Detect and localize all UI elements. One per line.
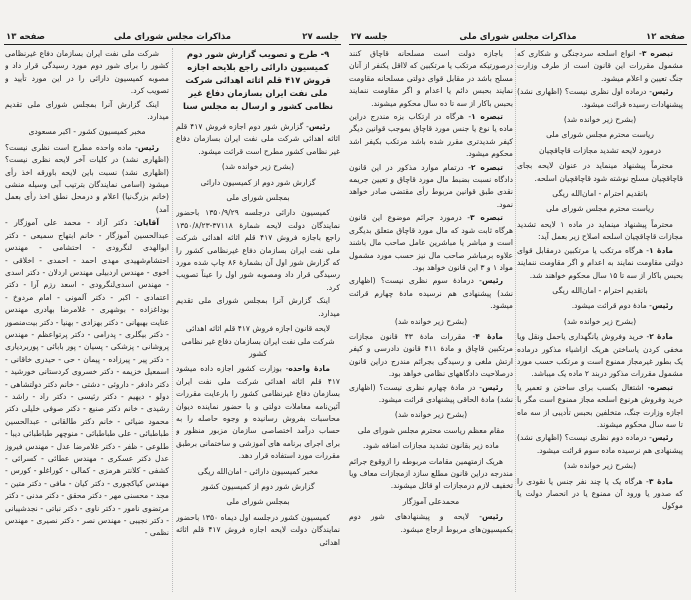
- paragraph-text: باتقدیم احترام - امان‌الله ریگی: [552, 189, 648, 199]
- centered-line: [517, 145, 683, 157]
- paragraph-text: - مادهٔ دوم قرائت میشود.: [571, 301, 652, 311]
- paragraph-text: (بشرح زیر خوانده شد): [563, 461, 637, 471]
- paragraph-text: کمیسیون دارائی درجلسه ۱۳۵۰/۹/۲۹ باحضور نمایندگان دولت لایحه شمارهٔ ۳۷۱۱۸-۱۳۵۰/۸/۲۳ راجع باجازه فروش ۴۱۷ قلم اثاثه اهدائی شرکت ملی نفت ایران بسازمان دفاع غیرنظامی کشور را که گزارش شور اول آن بشمارهٔ ۸۶ چاپ شده مورد رسیدگی قرار داد ومصوبه شور اول را عیناً تصویب کرد.: [176, 208, 340, 292]
- speaker-or-article-label: تبصره ۱: [471, 112, 503, 122]
- centered-line: [349, 409, 513, 421]
- paragraph: [517, 476, 683, 513]
- paragraph-text: - درماده اول نظری نیست؟ (اظهاری نشد) پیشنهادات رسیده قرائت میشود.: [517, 87, 683, 109]
- speaker-or-article-label: تبصره ۳: [641, 49, 673, 58]
- paragraph: [176, 363, 340, 462]
- paragraph-text: ۹- طرح و تصویب گزارش شور دوم کمیسیون دارائی راجع بلایحه اجازه فروش ۴۱۷ قلم اثاثه اهدائی شرکت ملی نفت ایران بسازمان دفاع غیر نظامی کشور و ارسال به مجلس سنا: [182, 49, 334, 111]
- centered-line: [349, 316, 513, 328]
- paragraph-text: اینک گزارش آنرا بمجلس شورای ملی تقدیم میدارد.: [176, 296, 340, 318]
- paragraph-text: ماده زیر بقانون تشدید مجازات اضافه شود.: [363, 441, 499, 451]
- paragraph-text: - بوزارت کشور اجازه داده میشود ۴۱۷ قلم اثاثه اهدائی شرکت ملی نفت ایران بسازمان دفاع غیرنظامی کشور را بارعایت مقررات آئین‌نامه معاملات دولتی و با حضور نماینده دیوان محاسبات بفروش رسانیده و وجوه حاصله را به حساب درآمد اختصاصی سازمان مزبور منظور و برای اجرای برنامه های آموزشی و ساختمانی برطبق مقررات مورد استفاده قرار دهد.: [176, 364, 340, 461]
- paragraph-text: درمورد لایحه تشدید مجازات قاچاقچیان: [538, 145, 661, 155]
- paragraph: [349, 511, 513, 536]
- paragraph-text: بمجلس شورای ملی: [226, 193, 290, 203]
- paragraph-text: مخبر کمیسیون کشور - اکبر مسعودی: [28, 127, 146, 137]
- paragraph-text: - درماده دوم نظری نیست؟ (اظهاری نشد) پیشنهادی هم نرسیده ماده سوم قرائت میشود.: [517, 433, 683, 455]
- speaker-or-article-label: تبصره ۳: [469, 213, 503, 223]
- paragraph-text: ریاست محترم مجلس شورای ملی: [546, 204, 654, 214]
- speaker-or-article-label: مادهٔ واحده: [288, 364, 330, 374]
- centered-line: [517, 129, 683, 141]
- paragraph-text: : دکتر آزاد - محمد علی آموزگار - عبدالحسین آموزگار - خانم ابتهاج سمیعی - دکتر ابوالهدی لنگرودی - احتشامی - مهندس احتشام‌شهیدی مهدی احمد - احمدی - اخلاقی - اخوی - مهندس اردبیلی مهندس اردلان - دکتر اسدی - مهندس اسدی‌لنگرودی - اسعد رزم آرا - دکتر اعتمادی - اکبر - دکتر آلمونی - امام مردوخ - بوداغزاده - بوشهری - غلامرضا بهادری مهندس عنایت بهبهانی - دکتر بهزادی - بهنیا - دکتر بیت‌منصور - دکتر بیگلری - پدرامی - دکتر پرتواعظم - مهندس پروشانی - پزشکی - پسیان - پور بابائی - پوربردیاری - دکتر پیر - پیرزاده - پیمان - حی - حیدری خاقانی - اسمعیل خزیمه - دکتر خسروی کردستانی خورشید - دکتر دادفر - داروئی - دشتی - خانم دکتر دولتشاهی - دولو - دیهیم - دکتر رئیسی - دکتر راد - راشد - رشیدی - خانم دکتر صنیع - دکتر صوفی خلیلی دکتر محمود ضیائی - خانم دکتر طالقانی - عبدالحسین طباطبائی - علی طباطبائی - منوچهر طباطبائی دیبا - طلوعی - ظفر - دکتر غلامرضا عدل - مهندس فیروز عدل دکتر عسکری - مهندس عطائی - کسرائی - کشفی - کلانتر هرمزی - کمالی - کوراغلو - کورس - مهندس کیاکجوری - دکتر کیان - مافی - دکتر متین - مجد - محسنی مهر - دکتر محقق - دکتر مدنی - دکتر مرتضوی نامور - دکتر ناوی - دکتر نباتی - نجدشیبانی - دکتر نجیبی - مهندس نصر - دکتر نصیری - مهندس نظمی -: [5, 218, 169, 538]
- publication-title: مذاکرات مجلس شورای ملی: [459, 32, 577, 42]
- centered-line: [349, 440, 513, 452]
- paragraph-text: - مقررات مادهٔ ۴۳ قانون مجازات مرتکبین قاچاق و مادهٔ ۴۱۱ قانون دادرسی و کیفر ارتش ملغی و رسیدگی بجرائم مندرج دراین قانون درصلاحیت دادگاههای نظامی خواهد بود.: [349, 331, 513, 379]
- paragraph: [349, 48, 513, 110]
- paragraph-text: بمجلس شورای ملی: [226, 497, 290, 507]
- centered-line: [349, 425, 513, 437]
- speaker-or-article-label: مادهٔ ۴: [475, 331, 504, 341]
- speaker-or-article-label: رئیس: [481, 276, 503, 286]
- paragraph-text: محترماً پیشنهاد مینماید در ماده ۱ لایحه تشدید مجازات قاچاقچیان اسلحه اصلاح زیر بعمل آید:: [517, 219, 683, 242]
- centered-line: [517, 188, 683, 200]
- speaker-or-article-label: رئیس: [481, 382, 503, 392]
- paragraph: [349, 382, 513, 407]
- paragraph-text: - درمادهٔ سوم نظری نیست؟ (اظهاری نشد) پیشنهادی هم نرسیده مادهٔ چهارم قرائت میشود.: [349, 276, 513, 311]
- paragraph-text: (بشرح زیر خوانده شد): [394, 410, 468, 420]
- centered-line: [517, 203, 683, 215]
- speaker-or-article-label: رئیس: [651, 301, 673, 311]
- paragraph: [176, 207, 340, 294]
- speaker-or-article-label: رئیس: [137, 142, 159, 152]
- speaker-or-article-label: رئیس: [651, 87, 673, 97]
- paragraph-text: - انواع اسلحه سردجنگی و شکاری که مشمول مقررات این قانون است از طرف وزارت جنگ تعیین و اعلام میشود.: [517, 49, 683, 83]
- session-number: جلسه ۲۷: [351, 32, 388, 42]
- paragraph-text: - ماده واحده مطرح است نظری نیست؟ (اظهاری نشد) در کلیات آخر لایحه نظری نیست؟ (اظهاری نشد) نسبت باین لایحه باورقه اخذ رأی میشود (اسامی نمایندگان بترتیب آبی وسیله منشی (خانم بزرگ‌نیا) اعلام و درمحل نطق اخذ رأی بعمل آمد): [5, 142, 169, 214]
- paragraph-text: ریاست محترم مجلس شورای ملی: [546, 130, 654, 140]
- paragraph-text: - در مادهٔ چهارم نظری نیست؟ (اظهاری نشد) مادهٔ الحاقی پیشنهادی قرائت میشود.: [349, 382, 513, 404]
- speaker-or-article-label: رئیس: [481, 512, 503, 522]
- paragraph-text: - هرگاه مرتکب یا مرتکبین درمقابل قوای دولتی مقاومت نمایند به اعدام و اگر مقاومت ننمایند بحبس باکار از سه تا ۱۵ سال محکوم خواهند شد.: [517, 245, 683, 280]
- paragraph: [517, 300, 683, 312]
- paragraph-text: گزارش شور دوم از کمیسیون کشور: [201, 481, 315, 491]
- paragraph: [349, 162, 513, 212]
- paragraph: [517, 48, 683, 85]
- centered-line: [176, 496, 340, 508]
- column-divider: [172, 48, 173, 592]
- centered-line: [176, 161, 340, 173]
- centered-line: [517, 460, 683, 472]
- page-number: صفحه ۱۳: [6, 32, 45, 42]
- centered-line: [517, 114, 683, 126]
- paragraph-text: باجازه دولت است مسلحانه قاچاق کنند درصورتیکه مرتکب یا مرتکبین که لااقل یکنفر از آنان مسلح باشد در مقابل قوای دولتی مسلحانه مقاومت نمایند بحبس دائم یا اعدام و اگر مقاومت ننمایند بحبس باکار از سه تا ده سال محکوم میشوند.: [349, 49, 513, 108]
- text-column-right: [517, 48, 683, 594]
- speaker-or-article-label: مادهٔ ۳: [648, 476, 673, 486]
- paragraph-text: گزارش شور دوم از کمیسیون دارائی: [200, 177, 316, 187]
- centered-line: [176, 192, 340, 204]
- paragraph: [517, 432, 683, 457]
- centered-line: [176, 481, 340, 493]
- paragraph: [349, 275, 513, 312]
- speaker-or-article-label: تبصره ۲: [470, 162, 503, 172]
- text-column-left: [5, 48, 169, 594]
- paragraph-text: مقام معظم ریاست محترم مجلس شورای ملی: [357, 425, 505, 435]
- paragraph: [176, 295, 340, 320]
- text-column-left: [349, 48, 513, 594]
- paragraph-text: - درمورد جرائم موضوع این قانون هرگاه ثابت شود که مال مورد قاچاق متعلق بدیگری است و مباشر یا مباشرین عامل صاحب مال باشند علاوه برمباشر صاحب مال نیز حسب مورد مشمول مواد ۱ و ۳ این قانون خواهد بود.: [349, 213, 513, 272]
- paragraph: [176, 512, 340, 549]
- paragraph-text: کمیسیون کشور درجلسه اول دیماه ۱۳۵۰ باحضور نمایندگان دولت لایحه اجازه فروش ۴۱۷ قلم اثاثه اهدائی: [176, 512, 340, 547]
- paragraph-text: - درتمام موارد مذکور در این قانون دادگاه نسبت بضبط مال مورد قاچاق و تعیین جریمه نقدی طبق قوانین مربوط رأی مقتضی صادر خواهد نمود.: [349, 162, 513, 209]
- left-page: [0, 0, 345, 600]
- column-divider: [515, 48, 516, 592]
- speaker-or-article-label: تبصره: [650, 382, 673, 392]
- centered-line: [517, 316, 683, 328]
- section-heading: [182, 48, 334, 113]
- paragraph-text: لایحه قانون اجازه فروش ۴۱۷ قلم اثاثه اهدائی شرکت ملی نفت ایران بسازمان دفاع غیر نظامی کشور: [181, 324, 335, 358]
- paragraph: [349, 111, 513, 161]
- paragraph: [176, 121, 340, 158]
- paragraph-text: (بشرح زیر خوانده شد): [563, 115, 637, 125]
- centered-line: [176, 323, 340, 360]
- speaker-or-article-label: رئیس: [308, 122, 330, 131]
- paragraph-text: - گزارش شور دوم اجازه فروش ۴۱۷ قلم اثاثه اهدائی شرکت ملی نفت ایران بسازمان دفاع غیر نظامی کشور مطرح است قرائت میشود.: [176, 122, 340, 156]
- paragraph-text: (بشرح زیر خوانده شد): [221, 162, 295, 172]
- paragraph-text: باتقدیم احترام - امان‌الله ریگی: [552, 285, 648, 295]
- page-number: صفحه ۱۲: [646, 32, 685, 42]
- paragraph-text: - اشتغال بکسب برای ساختن و تعمیر یا خرید وفروش هرنوع اسلحه مجاز ممنوع است مگر با اجازه وزارت جنگ، متخلفین بحبس تأدیبی از سه ماه تا سه سال محکوم میشوند.: [517, 382, 683, 429]
- centered-line: [5, 126, 169, 138]
- speaker-or-article-label: رئیس: [651, 433, 673, 443]
- page-header: [349, 30, 687, 45]
- paragraph: [5, 99, 169, 124]
- paragraph-text: اینک گزارش آنرا بمجلس شورای ملی تقدیم میدارد.: [5, 99, 169, 122]
- speaker-or-article-label: مادهٔ ۱: [649, 245, 673, 255]
- paragraph: [349, 331, 513, 381]
- paragraph: [349, 456, 513, 493]
- paragraph-text: محمدعلی آموزگار: [402, 496, 460, 506]
- paragraph: [5, 48, 169, 98]
- right-page: [345, 0, 691, 600]
- centered-line: [176, 466, 340, 478]
- speaker-or-article-label: آقایان: [136, 218, 159, 228]
- page-header: [4, 30, 341, 45]
- paragraph: [5, 217, 169, 540]
- paragraph-text: - هرگاه یک یا چند نفر جنس یا نقودی را که صدور یا ورود آن ممنوع یا در انحصار دولت یا موکول: [517, 476, 683, 511]
- centered-line: [349, 496, 513, 508]
- paragraph: [517, 245, 683, 282]
- text-column-right: [176, 48, 340, 594]
- paragraph-text: - هرگاه در ارتکاب بزه مندرج دراین ماده یا نوع یا جنس مورد قاچاق بموجب قوانین دیگر کیفر شدیدتری مقرر شده باشد مرتکب بکیفر اشد محکوم میشود.: [349, 112, 513, 159]
- paragraph-text: شرکت ملی نفت ایران بسازمان دفاع غیرنظامی کشور را برای شور دوم مورد رسیدگی قرار داد و مصوبه کمیسیون دارائی را در این مورد تأیید و تصویب کرد.: [5, 49, 169, 96]
- speaker-or-article-label: مادهٔ ۲: [649, 332, 673, 342]
- paragraph-text: محترماً پیشنهاد مینماید در عنوان لایحه بجای قاچاقچیان مسلح نوشته شود قاچاقچیان اسلحه.: [517, 161, 683, 183]
- paragraph-text: - لایحه و پیشنهادهای شور دوم بکمیسیون‌های مربوط ارجاع میشود.: [349, 512, 513, 534]
- session-number: جلسه ۲۷: [302, 32, 339, 42]
- paragraph: [5, 142, 169, 216]
- paragraph: [517, 160, 683, 185]
- paragraph: [349, 212, 513, 274]
- paragraph-text: مخبر کمیسیون دارائی - امان‌الله ریگی: [197, 466, 319, 476]
- paragraph: [517, 86, 683, 111]
- paragraph: [517, 382, 683, 432]
- paragraph-text: - خرید وفروش یانگهداری یاحمل ونقل ویا مخفی کردن یاساختن هریک ازاشیاء مذکور درماده یک بطور غیرمجاز ممنوع است و مرتکب حسب مورد مشمول مقررات مذکور دربند ۲ ماده یک میباشد.: [517, 332, 683, 379]
- centered-line: [176, 177, 340, 189]
- centered-line: [517, 285, 683, 297]
- paragraph: [517, 331, 683, 381]
- paragraph-text: (بشرح زیر خوانده شد): [394, 316, 468, 326]
- publication-title: مذاکرات مجلس شورای ملی: [113, 32, 232, 42]
- paragraph-text: هریک ازمتهمین مقامات مربوطه را ازوقوع جرائم مندرجه دراین قانون مطلع سازد ازمجازات معاف ویا تخفیف لازم درمجازات او قائل میشوند.: [349, 456, 513, 491]
- paragraph: [517, 219, 683, 244]
- paragraph-text: (بشرح زیر خوانده شد): [563, 316, 637, 326]
